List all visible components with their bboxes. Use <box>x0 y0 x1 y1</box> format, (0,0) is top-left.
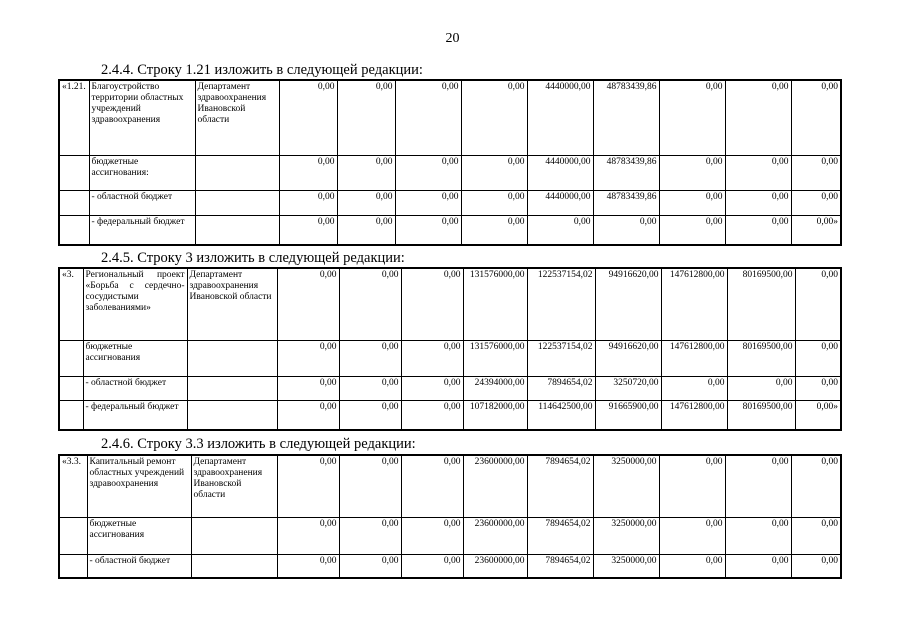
value-cell: 0,00 <box>659 455 725 517</box>
value-cell: 0,00 <box>795 340 841 376</box>
value-cell: 0,00 <box>401 268 463 340</box>
value-cell: 7894654,02 <box>527 376 595 400</box>
row-index <box>59 517 87 554</box>
row-index <box>59 340 83 376</box>
value-cell: 7894654,02 <box>527 554 593 578</box>
row-index: «1.21. <box>59 80 89 155</box>
value-cell: 4440000,00 <box>527 155 593 190</box>
row-name: - областной бюджет <box>87 554 191 578</box>
row-index: «3.3. <box>59 455 87 517</box>
value-cell: 0,00 <box>395 155 461 190</box>
value-cell: 0,00 <box>337 190 395 215</box>
value-cell: 0,00 <box>395 190 461 215</box>
value-cell: 0,00 <box>401 554 463 578</box>
value-cell: 0,00 <box>277 376 339 400</box>
value-cell: 7894654,02 <box>527 455 593 517</box>
value-cell: 131576000,00 <box>463 340 527 376</box>
value-cell: 23600000,00 <box>463 554 527 578</box>
value-cell: 48783439,86 <box>593 190 659 215</box>
value-cell: 0,00 <box>277 455 339 517</box>
value-cell: 0,00 <box>725 517 791 554</box>
table-row <box>59 517 841 554</box>
row-name: Капитальный ремонт областных учреждений здравоохранения <box>87 455 191 517</box>
value-cell: 0,00 <box>659 554 725 578</box>
row-index <box>59 400 83 430</box>
value-cell: 0,00 <box>593 215 659 245</box>
table-row-1-21 <box>58 79 842 246</box>
value-cell: 0,00 <box>277 400 339 430</box>
page-number: 20 <box>445 31 460 46</box>
value-cell: 0,00 <box>337 215 395 245</box>
value-cell: 0,00 <box>659 190 725 215</box>
row-department <box>187 400 277 430</box>
value-cell: 0,00 <box>661 376 727 400</box>
value-cell: 0,00 <box>791 80 841 155</box>
row-index <box>59 215 89 245</box>
value-cell: 80169500,00 <box>727 340 795 376</box>
value-cell: 0,00 <box>277 554 339 578</box>
value-cell: 23600000,00 <box>463 455 527 517</box>
value-cell: 147612800,00 <box>661 268 727 340</box>
value-cell: 122537154,02 <box>527 268 595 340</box>
value-cell: 0,00 <box>659 80 725 155</box>
value-cell: 3250000,00 <box>593 455 659 517</box>
table-row-3-3 <box>58 454 842 579</box>
value-cell: 24394000,00 <box>463 376 527 400</box>
row-department: Департамент здравоохранения Ивановской области <box>191 455 277 517</box>
value-cell: 0,00 <box>277 268 339 340</box>
row-name: - федеральный бюджет <box>89 215 195 245</box>
table-row <box>59 400 841 430</box>
row-department <box>187 340 277 376</box>
value-cell: 4440000,00 <box>527 190 593 215</box>
value-cell: 0,00 <box>401 455 463 517</box>
row-department <box>195 190 279 215</box>
row-name: - областной бюджет <box>83 376 187 400</box>
value-cell: 48783439,86 <box>593 80 659 155</box>
value-cell: 0,00 <box>791 190 841 215</box>
row-department <box>195 215 279 245</box>
value-cell: 0,00» <box>791 215 841 245</box>
table-row <box>59 268 841 340</box>
value-cell: 0,00 <box>395 80 461 155</box>
table-row <box>59 215 841 245</box>
value-cell: 0,00 <box>725 155 791 190</box>
value-cell: 7894654,02 <box>527 517 593 554</box>
value-cell: 0,00 <box>791 517 841 554</box>
value-cell: 147612800,00 <box>661 400 727 430</box>
value-cell: 0,00 <box>659 517 725 554</box>
value-cell: 0,00 <box>461 155 527 190</box>
value-cell: 0,00 <box>791 554 841 578</box>
value-cell: 0,00 <box>395 215 461 245</box>
row-name: - федеральный бюджет <box>83 400 187 430</box>
value-cell: 0,00 <box>279 155 337 190</box>
value-cell: 80169500,00 <box>727 268 795 340</box>
value-cell: 122537154,02 <box>527 340 595 376</box>
row-department <box>187 376 277 400</box>
value-cell: 107182000,00 <box>463 400 527 430</box>
table-row <box>59 376 841 400</box>
value-cell: 0,00 <box>401 400 463 430</box>
value-cell: 0,00 <box>339 340 401 376</box>
value-cell: 0,00 <box>339 268 401 340</box>
value-cell: 0,00 <box>791 155 841 190</box>
section-heading-3: 2.4.5. Строку 3 изложить в следующей редакции: <box>101 250 405 266</box>
value-cell: 0,00 <box>659 215 725 245</box>
value-cell: 48783439,86 <box>593 155 659 190</box>
value-cell: 91665900,00 <box>595 400 661 430</box>
value-cell: 0,00» <box>795 400 841 430</box>
row-index <box>59 190 89 215</box>
row-index: «3. <box>59 268 83 340</box>
table-row <box>59 190 841 215</box>
row-department <box>191 554 277 578</box>
value-cell: 0,00 <box>725 190 791 215</box>
value-cell: 0,00 <box>727 376 795 400</box>
value-cell: 80169500,00 <box>727 400 795 430</box>
row-name: Региональный проект «Борьба с сердечно-сосудистыми заболеваниями» <box>83 268 187 340</box>
value-cell: 0,00 <box>401 376 463 400</box>
value-cell: 0,00 <box>795 376 841 400</box>
section-heading-3-3: 2.4.6. Строку 3.3 изложить в следующей редакции: <box>101 436 416 452</box>
value-cell: 0,00 <box>527 215 593 245</box>
value-cell: 94916620,00 <box>595 268 661 340</box>
value-cell: 0,00 <box>401 340 463 376</box>
value-cell: 147612800,00 <box>661 340 727 376</box>
row-index <box>59 155 89 190</box>
value-cell: 114642500,00 <box>527 400 595 430</box>
row-name: бюджетные ассигнования <box>83 340 187 376</box>
value-cell: 0,00 <box>461 215 527 245</box>
value-cell: 4440000,00 <box>527 80 593 155</box>
value-cell: 0,00 <box>279 215 337 245</box>
section-heading-1-21: 2.4.4. Строку 1.21 изложить в следующей редакции: <box>101 62 423 78</box>
table-row <box>59 155 841 190</box>
row-name: - областной бюджет <box>89 190 195 215</box>
value-cell: 0,00 <box>277 517 339 554</box>
value-cell: 0,00 <box>339 517 401 554</box>
value-cell: 0,00 <box>339 400 401 430</box>
value-cell: 131576000,00 <box>463 268 527 340</box>
table-row <box>59 455 841 517</box>
table-row <box>59 80 841 155</box>
value-cell: 3250720,00 <box>595 376 661 400</box>
value-cell: 0,00 <box>461 190 527 215</box>
value-cell: 94916620,00 <box>595 340 661 376</box>
value-cell: 0,00 <box>791 455 841 517</box>
value-cell: 0,00 <box>279 80 337 155</box>
value-cell: 0,00 <box>725 455 791 517</box>
value-cell: 0,00 <box>725 215 791 245</box>
row-department: Департамент здравоохранения Ивановской области <box>195 80 279 155</box>
value-cell: 0,00 <box>725 554 791 578</box>
row-department <box>191 517 277 554</box>
value-cell: 0,00 <box>339 376 401 400</box>
row-department <box>195 155 279 190</box>
value-cell: 0,00 <box>461 80 527 155</box>
row-name: Благоустройство территории областных учреждений здравоохранения <box>89 80 195 155</box>
row-department: Департамент здравоохранения Ивановской области <box>187 268 277 340</box>
value-cell: 3250000,00 <box>593 517 659 554</box>
value-cell: 0,00 <box>339 455 401 517</box>
row-name: бюджетные ассигнования <box>87 517 191 554</box>
value-cell: 23600000,00 <box>463 517 527 554</box>
row-index <box>59 376 83 400</box>
value-cell: 0,00 <box>277 340 339 376</box>
row-name: бюджетные ассигнования: <box>89 155 195 190</box>
table-row-3 <box>58 267 842 431</box>
value-cell: 3250000,00 <box>593 554 659 578</box>
value-cell: 0,00 <box>401 517 463 554</box>
value-cell: 0,00 <box>337 80 395 155</box>
value-cell: 0,00 <box>279 190 337 215</box>
value-cell: 0,00 <box>659 155 725 190</box>
value-cell: 0,00 <box>795 268 841 340</box>
value-cell: 0,00 <box>725 80 791 155</box>
value-cell: 0,00 <box>337 155 395 190</box>
table-row <box>59 340 841 376</box>
value-cell: 0,00 <box>339 554 401 578</box>
row-index <box>59 554 87 578</box>
table-row <box>59 554 841 578</box>
